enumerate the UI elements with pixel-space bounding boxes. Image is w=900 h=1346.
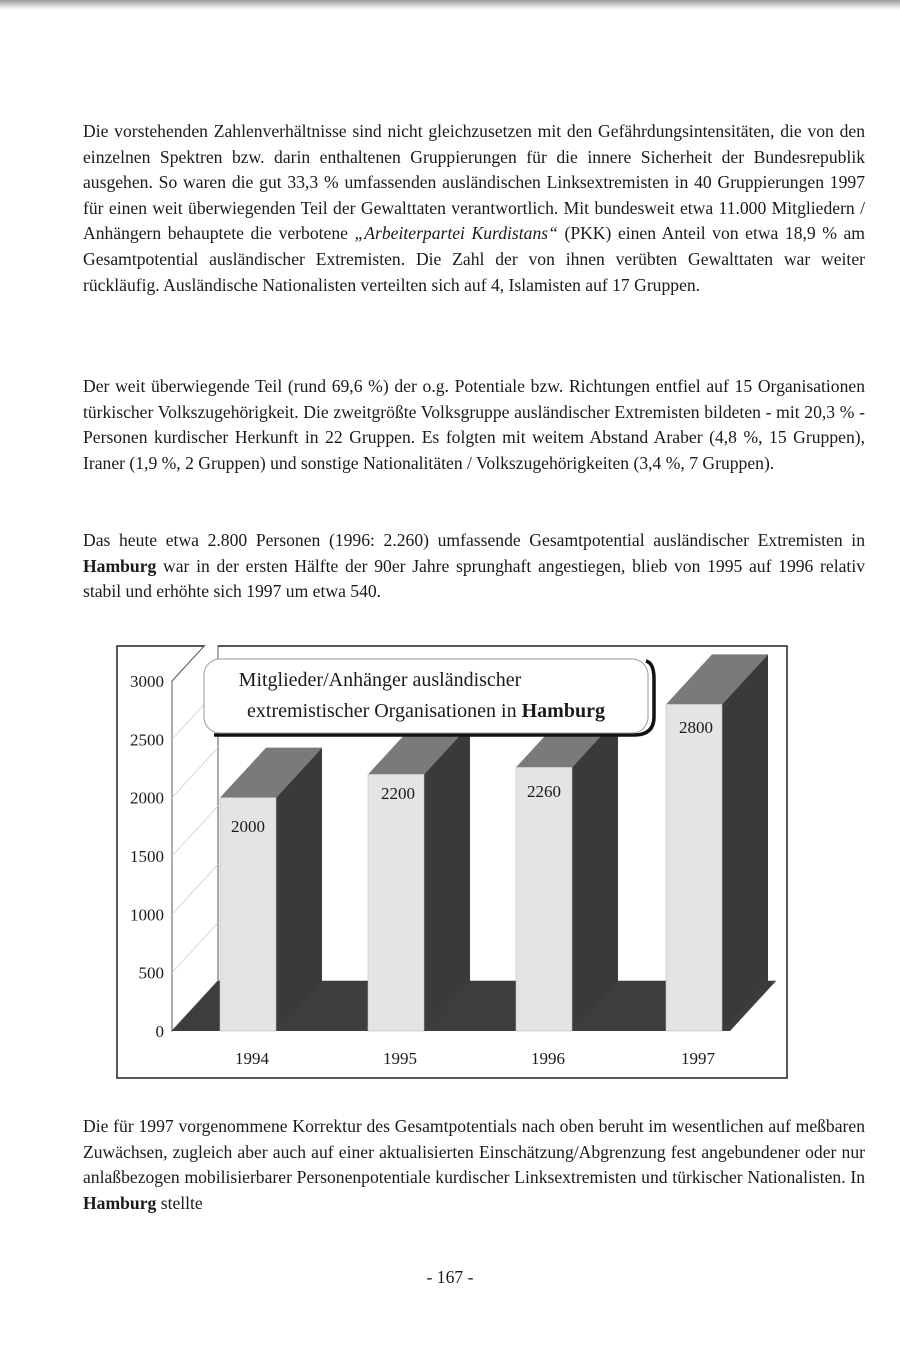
bold-term: Hamburg [83, 555, 157, 576]
x-tick-label: 1997 [681, 1049, 715, 1068]
bar-side [722, 654, 768, 1031]
bar [666, 704, 722, 1031]
chart-title-prefix: extremistischer Organisationen in [247, 700, 522, 722]
text-run: stellte [156, 1192, 203, 1213]
bar-side [424, 724, 470, 1031]
y-tick-label: 500 [138, 963, 164, 983]
y-tick-label: 2500 [130, 730, 164, 750]
chart-title-line2 [247, 700, 605, 722]
data-label: 2200 [381, 784, 415, 803]
scan-top-edge [0, 0, 900, 10]
data-label: 2000 [231, 817, 265, 836]
bar-side [572, 717, 618, 1031]
x-tick-label: 1996 [531, 1049, 565, 1068]
data-label: 2800 [679, 718, 713, 737]
chart-title-bold: Hamburg [521, 700, 605, 722]
y-tick-label: 1000 [130, 905, 164, 925]
text-run: (PKK) einen Anteil von etwa 18,9 % am Gesamtpotential ausländischer Extremisten. Die Zahl der von ihnen verübten Gewalttaten war weiter rückläufig. Ausländische Nationalisten verteilten sich auf 4, Islamisten auf 17 Gruppen. [83, 223, 865, 295]
data-label: 2260 [527, 782, 561, 801]
bar [516, 767, 572, 1031]
y-tick-label: 3000 [130, 672, 164, 691]
paragraph-3 [83, 528, 865, 605]
text-run: Die für 1997 vorgenommene Korrektur des Gesamtpotentials nach oben beruht im wesentlichen auf meßbaren Zuwächsen, zugleich aber auch auf einer aktualisierten Einschätzung/Abgrenzung fest angebundener oder nur anlaßbezogen mobilisierbarer Personenpotentiale kurdischer Linksextremisten und türkischer Nationalisten. In [83, 1116, 865, 1188]
bar-chart [116, 645, 788, 1079]
text-run: Das heute etwa 2.800 Personen (1996: 2.260) umfassende Gesamtpotential ausländischer Extremisten in [83, 530, 865, 550]
y-tick-label: 1500 [130, 847, 164, 866]
y-tick-label: 0 [155, 1022, 164, 1041]
y-tick-label: 2000 [130, 788, 164, 808]
text-run: Der weit überwiegende Teil (rund 69,6 %) der o.g. Potentiale bzw. Richtungen entfiel auf 15 Organisationen türkischer Volkszugehörigkeit. Die zweitgrößte Volksgruppe ausländischer Extremisten bildeten - mit 20,3 % - Personen kurdischer Herkunft in 22 Gruppen. Es folgten mit weitem Abstand Araber (4,8 %, 15 Gruppen), Iraner (1,9 %, 2 Gruppen) und sonstige Nationalitäten / Volkszugehörigkeiten (3,4 %, 7 Gruppen). [83, 376, 865, 473]
bar-chart-svg [116, 645, 788, 1079]
chart-title-line1: Mitglieder/Anhänger ausländischer [238, 669, 522, 691]
paragraph-1 [83, 119, 865, 298]
x-tick-label: 1994 [235, 1049, 269, 1068]
paragraph-4 [83, 1114, 865, 1216]
page-number: - 167 - [426, 1267, 474, 1287]
paragraph-2 [83, 374, 865, 476]
bar [368, 774, 424, 1031]
bold-term: Hamburg [83, 1192, 157, 1213]
italic-term: „Arbeiterpartei Kurdistans“ [354, 223, 558, 244]
text-run: Die vorstehenden Zahlenverhältnisse sind nicht gleichzusetzen mit den Gefährdungsintensitäten, die von den einzelnen Spektren bzw. darin enthaltenen Gruppierungen für die innere Sicherheit der Bundesrepublik ausgehen. So waren die gut 33,3 % umfassenden ausländischen Linksextremisten in 40 Gruppierungen 1997 für einen weit überwiegenden Teil der Gewalttaten verantwortlich. Mit bundesweit etwa 11.000 Mitgliedern / Anhängern behauptete die verbotene [83, 121, 865, 244]
x-tick-label: 1995 [383, 1049, 417, 1068]
text-run: war in der ersten Hälfte der 90er Jahre sprunghaft angestiegen, blieb von 1995 auf 1996 relativ stabil und erhöhte sich 1997 um etwa 540. [83, 555, 865, 602]
